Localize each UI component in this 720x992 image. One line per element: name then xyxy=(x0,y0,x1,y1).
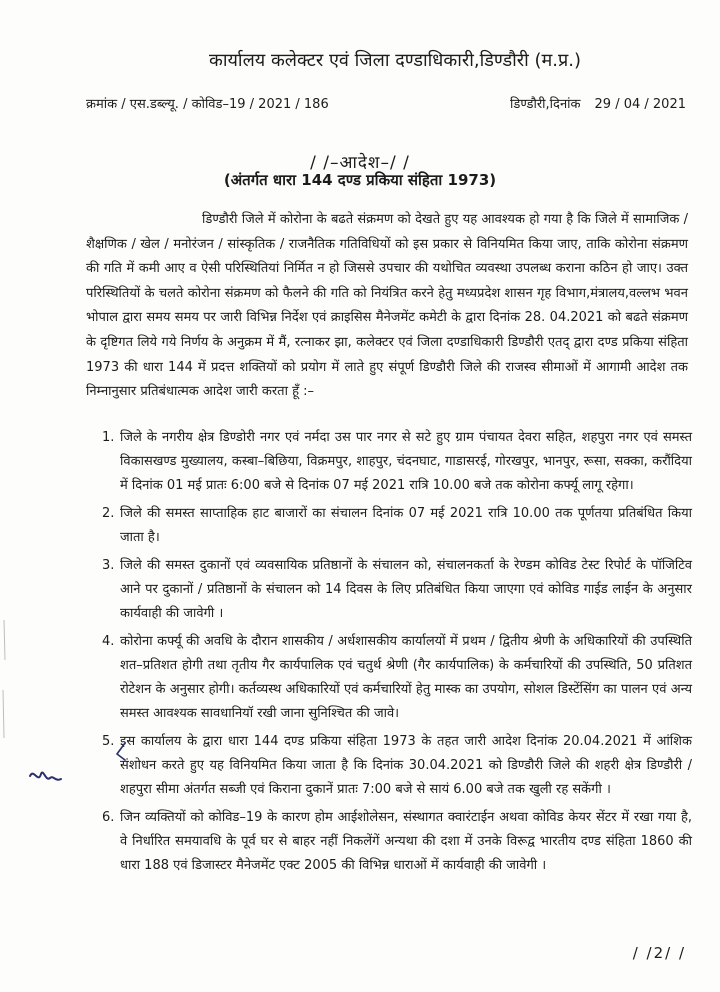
office-title: कार्यालय कलेक्टर एवं जिला दण्डाधिकारी,डिण्डौरी (म.प्र.) xyxy=(209,50,581,71)
order-subheading: (अंतर्गत धारा 144 दण्ड प्रकिया संहिता 1973) xyxy=(223,171,497,189)
order-item xyxy=(90,426,692,498)
order-item-text: इस कार्यालय के द्वारा धारा 144 दण्ड प्रकिया संहिता 1973 के तहत जारी आदेश दिनांक 20.04.2021 में आंशिक संशोधन करते हुए यह विनियमित किया जाता है कि दिनांक 30.04.2021 को डिण्डौरी जिले की शहरी क्षेत्र डिण्डौरी / शहपुरा सीमा अंतर्गत सब्जी एवं किराना दुकानें प्रातः 7:00 बजे से सायं 6.00 बजे तक खुली रह सकेंगी । xyxy=(120,734,692,797)
order-item-number: 6. xyxy=(102,810,115,825)
order-item-number: 5. xyxy=(102,734,115,749)
reference-place: डिण्डौरी,दिनांक xyxy=(510,97,581,112)
order-item xyxy=(90,630,692,726)
order-item-number: 2. xyxy=(102,506,115,521)
margin-scribble-icon xyxy=(28,762,64,798)
order-item xyxy=(90,502,692,550)
order-item-text: जिले की समस्त साप्ताहिक हाट बाजारों का संचालन दिनांक 07 मई 2021 रात्रि 10.00 तक पूर्णतया प्रतिबंधित किया जाता है। xyxy=(120,506,692,545)
order-item xyxy=(90,554,692,626)
order-item xyxy=(90,806,692,878)
page-number: / /2/ / xyxy=(632,944,686,962)
order-item-number: 3. xyxy=(102,558,115,573)
order-items-list xyxy=(90,426,692,878)
order-item-number: 1. xyxy=(102,430,115,445)
reference-date: 29 / 04 / 2021 xyxy=(594,97,686,112)
order-item xyxy=(90,730,692,802)
order-heading: / /–आदेश–/ / xyxy=(310,153,410,173)
order-item-text: जिले की समस्त दुकानों एवं व्यवसायिक प्रतिष्ठानों के संचालन को, संचालनकर्ता के रेण्डम कोविड टेस्ट रिपोर्ट के पॉजिटिव आने पर दुकानों / प्रतिष्ठानों के संचालन को 14 दिवस के लिए प्रतिबंधित किया जाएगा एवं कोविड गाईड लाईन के अनुसार कार्यवाही की जावेगी । xyxy=(120,558,692,621)
order-item-text: कोरोना कर्फ्यू की अवधि के दौरान शासकीय / अर्धशासकीय कार्यालयों में प्रथम / द्वितीय श्रेणी के अधिकारियों की उपस्थिति शत–प्रतिशत होगी तथा तृतीय गैर कार्यपालिक एवं चतुर्थ श्रेणी (गैर कार्यपालिक) के कर्मचारियों की उपस्थिति, 50 प्रतिशत रोटेशन के अनुसार होगी। कर्तव्यस्थ अधिकारियों एवं कर्मचारियों हेतु मास्क का उपयोग, सोशल डिस्टेंसिंग का पालन एवं अन्य समस्त आवश्यक सावधानियॉ रखी जाना सुनिश्चित की जावे। xyxy=(120,634,692,721)
order-item-text: जिले के नगरीय क्षेत्र डिण्डोरी नगर एवं नर्मदा उस पार नगर से सटे हुए ग्राम पंचायत देवरा सहित, शहपुरा नगर एवं समस्त विकासखण्ड मुख्यालय, कस्बा–बिछिया, विक्रमपुर, शाहपुर, चंदनघाट, गाडासरई, गोरखपुर, भानपुर, रूसा, सक्का, करौंदिया में दिनांक 01 मई प्रातः 6:00 बजे से दिनांक 07 मई 2021 रात्रि 10.00 बजे तक कोरोना कर्फ्यू लागू रहेगा। xyxy=(120,430,692,493)
pen-mark-icon xyxy=(114,742,128,762)
reference-date-block xyxy=(510,94,686,112)
reference-number: क्रमांक / एस.डब्ल्यू. / कोविड–19 / 2021 / 186 xyxy=(86,97,329,112)
scan-edge-marks xyxy=(0,620,12,740)
order-item-text: जिन व्यक्तियों को कोविड–19 के कारण होम आईशोलेसन, संस्थागत क्वारंटाईन अथवा कोविड केयर सेंटर में रखा गया है, वे निर्धारित समयावधि के पूर्व घर से बाहर नहीं निकलेंगें अन्यथा की दशा में उनके विरूद्व भारतीय दण्ड संहिता 1860 की धारा 188 एवं डिजास्टर मैनेजमेंट एक्ट 2005 की विभिन्न धाराओं में कार्यवाही की जावेगी । xyxy=(120,810,692,873)
order-item-number: 4. xyxy=(102,634,115,649)
intro-paragraph: डिण्डौरी जिले में कोरोना के बढते संक्रमण को देखते हुए यह आवश्यक हो गया है कि जिले में सामाजिक / शैक्षणिक / खेल / मनोरंजन / सांस्कृतिक / राजनैतिक गतिविधियों को इस प्रकार से विनियमित किया जाए, ताकि कोरोना संक्रमण की गति में कमी आए व ऐसी परिस्थितियां निर्मित न हो जिससे उपचार की यथोचित व्यवस्था उपलब्ध कराना कठिन हो जाए। उक्त परिस्थितियों के चलते कोरोना संक्रमण को फैलने की गति को नियंत्रित करने हेतु मध्यप्रदेश शासन गृह विभाग,मंत्रालय,वल्लभ भवन भोपाल द्वारा समय समय पर जारी विभिन्न निर्देश एवं क्राइसिस मैनेजमेंट कमेटी के द्वारा दिनांक 28. 04.2021 को बढते संक्रमण के दृष्टिगत लिये गये निर्णय के अनुक्रम में मैं, रत्नाकर झा, कलेक्टर एवं जिला दण्डाधिकारी डिण्डौरी एतद् द्वारा दण्ड प्रकिया संहिता 1973 की धारा 144 में प्रदत्त शक्तियों को प्रयोग में लाते हुए संपूर्ण डिण्डौरी जिले की राजस्व सीमाओं में आगामी आदेश तक निम्नानुसार प्रतिबंधात्मक आदेश जारी करता हूँ :– xyxy=(86,212,688,400)
